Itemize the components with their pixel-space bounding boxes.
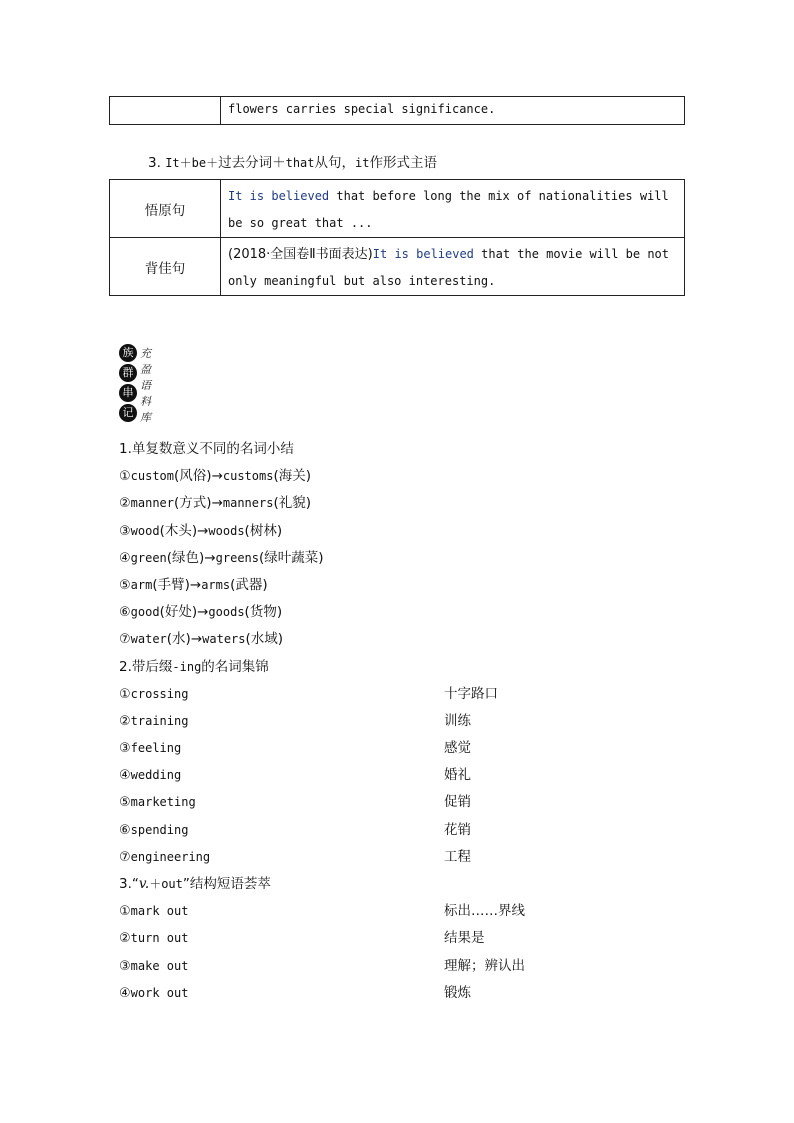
list-item (119, 490, 679, 517)
group1-list (119, 463, 679, 653)
chinese-meaning: 锻炼 (444, 984, 471, 1001)
plural-meaning: (水域) (245, 631, 284, 648)
item-number: ⑥ (119, 822, 131, 838)
table-row (110, 238, 685, 296)
singular-word: arm (130, 577, 153, 592)
list-item (119, 463, 679, 490)
arrow-icon: → (197, 522, 209, 539)
sentence-text: that the movie will be not only meaningful but also interesting. (228, 247, 669, 288)
item-number: ④ (119, 768, 131, 784)
singular-word: manner (130, 496, 175, 511)
heading-number: 3. (148, 155, 161, 171)
heading-clause: 从句， (314, 155, 355, 171)
source-note: (2018·全国卷Ⅱ书面表达) (228, 247, 373, 262)
english-word: marketing (130, 795, 196, 810)
item-number: ⑦ (119, 849, 131, 865)
arrow-icon: → (197, 604, 209, 621)
english-word: engineering (130, 849, 211, 864)
chinese-meaning: 工程 (444, 848, 471, 865)
highlight-phrase: It is believed (228, 189, 330, 203)
singular-meaning: (木头) (159, 522, 198, 539)
arrow-icon: → (189, 576, 202, 593)
continuation-table (109, 96, 685, 125)
logo-circle-char: 群 (119, 364, 137, 382)
item-number: ⑦ (119, 632, 131, 648)
chinese-meaning: 促销 (444, 794, 471, 811)
logo-circle-char: 族 (119, 344, 137, 362)
table-row (110, 180, 685, 238)
item-number: ④ (119, 550, 131, 566)
heading-it: it (355, 156, 370, 170)
row-label: 背佳句 (110, 238, 221, 296)
item-number: ① (119, 686, 131, 702)
singular-word: green (130, 550, 167, 565)
singular-word: custom (130, 469, 175, 484)
title-part: 的名词集锦 (201, 658, 269, 675)
list-item (119, 817, 679, 844)
plural-word: waters (202, 632, 246, 647)
group3-title (119, 871, 679, 898)
list-item (119, 545, 679, 572)
section-heading (148, 151, 437, 171)
singular-word: good (130, 605, 160, 620)
title-verb: v. (138, 876, 150, 892)
empty-label-cell (110, 97, 221, 125)
chinese-meaning: 训练 (444, 712, 471, 729)
logo-circle-char: 串 (119, 384, 137, 402)
plural-word: manners (222, 496, 274, 511)
item-number: ① (119, 904, 131, 920)
list-item (119, 789, 679, 816)
title-part: ＋out (149, 877, 183, 891)
list-item (119, 953, 679, 980)
singular-meaning: (手臂) (152, 576, 190, 593)
list-item (119, 681, 679, 708)
sentence-text: that before long the mix of nationalities will be so great that ... (228, 189, 669, 230)
plural-word: woods (208, 523, 245, 538)
chinese-meaning: 感觉 (444, 740, 471, 757)
list-item (119, 735, 679, 762)
english-word: spending (130, 822, 189, 837)
english-phrase: turn out (130, 931, 189, 946)
item-number: ② (119, 713, 131, 729)
arrow-icon: → (211, 495, 223, 512)
singular-meaning: (方式) (174, 495, 212, 512)
logo-circle-char: 记 (119, 404, 137, 422)
example-sentence (221, 238, 685, 296)
title-part: 3.“ (119, 876, 139, 892)
chinese-meaning: 婚礼 (444, 767, 471, 784)
list-item (119, 844, 679, 871)
item-number: ② (119, 931, 131, 947)
chinese-meaning: 十字路口 (444, 685, 498, 702)
row-label: 悟原句 (110, 180, 221, 238)
plural-word: customs (222, 469, 274, 484)
plural-word: goods (208, 605, 245, 620)
group2-list (119, 681, 679, 871)
group3-list (119, 898, 679, 1007)
list-item (119, 708, 679, 735)
plural-meaning: (货物) (244, 604, 283, 621)
list-item (119, 980, 679, 1007)
singular-word: water (130, 632, 167, 647)
item-number: ② (119, 496, 131, 512)
singular-meaning: (好处) (159, 604, 198, 621)
english-word: wedding (130, 768, 182, 783)
plural-word: arms (201, 577, 231, 592)
group1-title: 1.单复数意义不同的名词小结 (119, 441, 294, 457)
heading-formula-mid: 过去分词＋ (218, 155, 286, 171)
list-item (119, 898, 679, 925)
plural-meaning: (海关) (273, 468, 311, 485)
english-word: crossing (130, 686, 189, 701)
example-sentence (221, 180, 685, 238)
item-number: ③ (119, 741, 131, 757)
singular-meaning: (风俗) (174, 468, 212, 485)
vocabulary-lists (119, 436, 679, 1007)
group2-title (119, 654, 679, 681)
plural-meaning: (礼貌) (273, 495, 311, 512)
content-cell: flowers carries special significance. (221, 97, 685, 125)
chinese-meaning: 花销 (444, 821, 471, 838)
singular-meaning: (绿色) (166, 549, 205, 566)
english-phrase: make out (130, 958, 189, 973)
plural-word: greens (215, 550, 259, 565)
english-phrase: mark out (130, 904, 189, 919)
list-item (119, 518, 679, 545)
english-phrase: work out (130, 985, 189, 1000)
title-suffix: -ing (172, 659, 202, 674)
singular-word: wood (130, 523, 160, 538)
singular-meaning: (水) (166, 631, 191, 648)
arrow-icon: → (211, 468, 223, 485)
plural-meaning: (武器) (230, 576, 268, 593)
item-number: ③ (119, 523, 131, 539)
plural-meaning: (绿叶蔬菜) (259, 549, 324, 566)
list-item (119, 925, 679, 952)
section-logo (119, 344, 159, 426)
list-item (119, 572, 679, 599)
english-word: feeling (130, 741, 182, 756)
title-part: 2.带后缀 (119, 658, 173, 675)
arrow-icon: → (204, 549, 216, 566)
item-number: ⑥ (119, 605, 131, 621)
heading-that: that (285, 156, 315, 170)
heading-tail: 作形式主语 (369, 155, 437, 171)
item-number: ⑤ (119, 577, 131, 593)
item-number: ④ (119, 985, 131, 1001)
table-row (110, 97, 685, 125)
english-word: training (130, 713, 189, 728)
chinese-meaning: 理解；辨认出 (444, 957, 525, 974)
list-item (119, 626, 679, 653)
item-number: ③ (119, 958, 131, 974)
list-item (119, 762, 679, 789)
example-table (109, 179, 685, 296)
plural-meaning: (树林) (244, 522, 283, 539)
chinese-meaning: 标出……界线 (444, 903, 525, 920)
list-item (119, 599, 679, 626)
highlight-phrase: It is believed (372, 247, 474, 261)
chinese-meaning: 结果是 (444, 930, 485, 947)
item-number: ① (119, 469, 131, 485)
logo-vertical-text: 充盈语料库 (140, 347, 151, 424)
heading-formula-start: It＋be＋ (165, 156, 219, 170)
item-number: ⑤ (119, 795, 131, 811)
arrow-icon: → (190, 631, 203, 648)
title-part: ”结构短语荟萃 (182, 876, 271, 892)
